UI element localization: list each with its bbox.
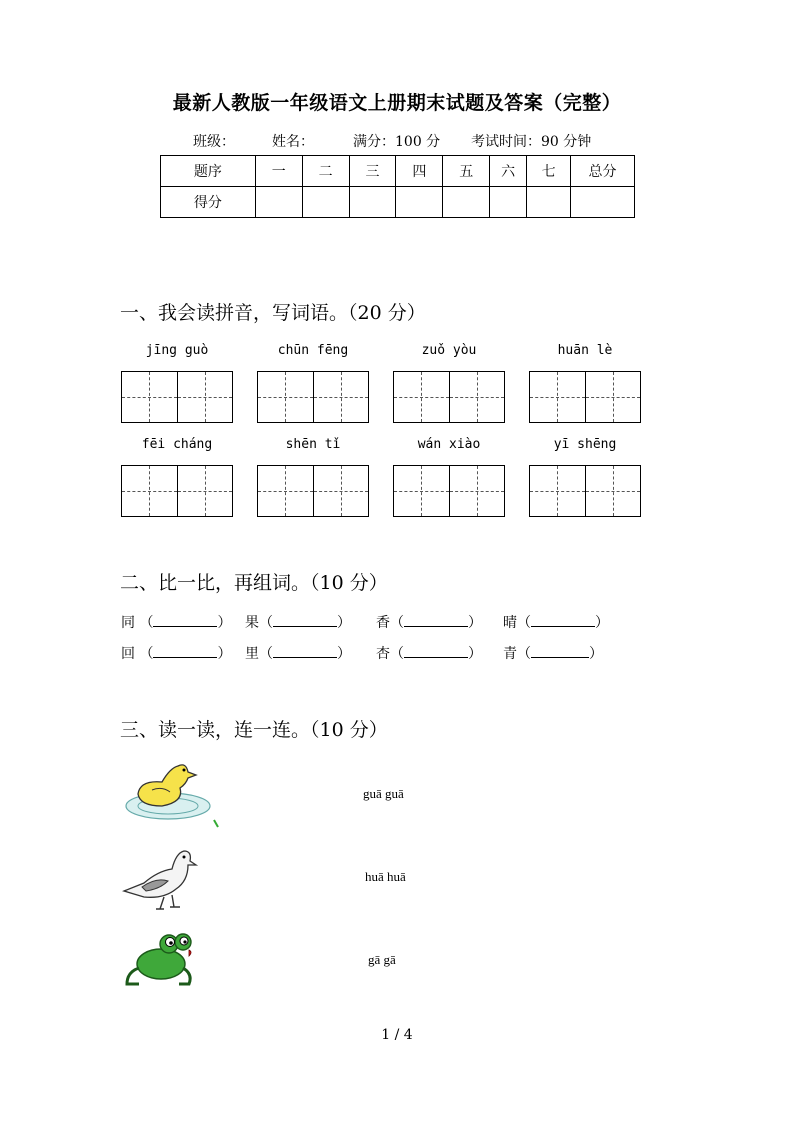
section3-heading: 三、读一读，连一连。（10 分） bbox=[120, 719, 388, 741]
char-label: 晴 bbox=[503, 615, 517, 631]
writing-grid[interactable] bbox=[257, 371, 369, 423]
score-header-row bbox=[161, 156, 635, 187]
word-row: 同 （ ） 果（ ） 香（ ） 晴（ ） bbox=[121, 615, 609, 631]
pinyin-label: yī shēng bbox=[553, 437, 617, 452]
char-label: 青 bbox=[503, 646, 517, 662]
duck-icon bbox=[122, 758, 222, 828]
word-row: 回 （ ） 里（ ） 杏（ ） 青（ ） bbox=[121, 646, 603, 662]
section2-heading: 二、比一比，再组词。（10 分） bbox=[120, 572, 388, 594]
pinyin-label: jīng guò bbox=[145, 343, 209, 358]
score-input-cell[interactable] bbox=[571, 187, 635, 218]
full-score: 满分：100 分 bbox=[353, 134, 441, 150]
writing-grid[interactable] bbox=[121, 465, 233, 517]
score-header-cell: 一 bbox=[255, 156, 302, 187]
answer-blank[interactable] bbox=[153, 614, 217, 627]
answer-blank[interactable] bbox=[404, 614, 468, 627]
writing-grid[interactable] bbox=[257, 465, 369, 517]
score-header-cell: 总分 bbox=[571, 156, 635, 187]
writing-grid[interactable] bbox=[393, 371, 505, 423]
pinyin-label: chūn fēng bbox=[277, 343, 349, 358]
score-input-cell[interactable] bbox=[490, 187, 527, 218]
answer-option[interactable]: guā guā bbox=[363, 786, 404, 801]
class-label: 班级： bbox=[193, 134, 235, 150]
answer-blank[interactable] bbox=[404, 645, 468, 658]
score-row-label: 得分 bbox=[161, 187, 256, 218]
answer-blank[interactable] bbox=[273, 645, 337, 658]
pinyin-label: huān lè bbox=[557, 343, 613, 358]
score-header-cell: 五 bbox=[443, 156, 490, 187]
score-header-cell: 二 bbox=[302, 156, 349, 187]
frog-icon bbox=[123, 928, 198, 990]
writing-grid[interactable] bbox=[529, 465, 641, 517]
pigeon-icon bbox=[120, 845, 200, 915]
score-input-cell[interactable] bbox=[255, 187, 302, 218]
section1-heading: 一、我会读拼音，写词语。（20 分） bbox=[120, 302, 426, 324]
score-value-row bbox=[161, 187, 635, 218]
char-label: 杏 bbox=[376, 646, 390, 662]
pinyin-label: wán xiào bbox=[417, 437, 481, 452]
score-input-cell[interactable] bbox=[396, 187, 443, 218]
char-label: 回 bbox=[121, 646, 135, 662]
char-label: 同 bbox=[121, 615, 135, 631]
writing-grid[interactable] bbox=[393, 465, 505, 517]
score-header-cell: 六 bbox=[490, 156, 527, 187]
score-input-cell[interactable] bbox=[349, 187, 396, 218]
score-header-cell: 三 bbox=[349, 156, 396, 187]
answer-option[interactable]: huā huā bbox=[365, 869, 406, 884]
score-header-cell: 七 bbox=[527, 156, 571, 187]
score-input-cell[interactable] bbox=[302, 187, 349, 218]
page-title: 最新人教版一年级语文上册期末试题及答案（完整） bbox=[172, 92, 622, 114]
writing-grid[interactable] bbox=[121, 371, 233, 423]
char-label: 果 bbox=[245, 615, 259, 631]
char-label: 香 bbox=[376, 615, 390, 631]
score-input-cell[interactable] bbox=[443, 187, 490, 218]
answer-blank[interactable] bbox=[531, 645, 589, 658]
exam-time: 考试时间：90 分钟 bbox=[471, 134, 592, 150]
page-number: 1 / 4 bbox=[381, 1027, 413, 1043]
answer-blank[interactable] bbox=[273, 614, 337, 627]
score-header-cell: 四 bbox=[396, 156, 443, 187]
name-label: 姓名： bbox=[272, 134, 314, 150]
char-label: 里 bbox=[245, 646, 259, 662]
score-table bbox=[160, 155, 635, 218]
pinyin-label: fēi cháng bbox=[141, 437, 213, 452]
score-header-cell: 题序 bbox=[161, 156, 256, 187]
answer-option[interactable]: gā gā bbox=[368, 952, 396, 967]
answer-blank[interactable] bbox=[153, 645, 217, 658]
answer-blank[interactable] bbox=[531, 614, 595, 627]
score-input-cell[interactable] bbox=[527, 187, 571, 218]
writing-grid[interactable] bbox=[529, 371, 641, 423]
pinyin-label: zuǒ yòu bbox=[421, 343, 477, 358]
pinyin-label: shēn tǐ bbox=[285, 437, 341, 452]
